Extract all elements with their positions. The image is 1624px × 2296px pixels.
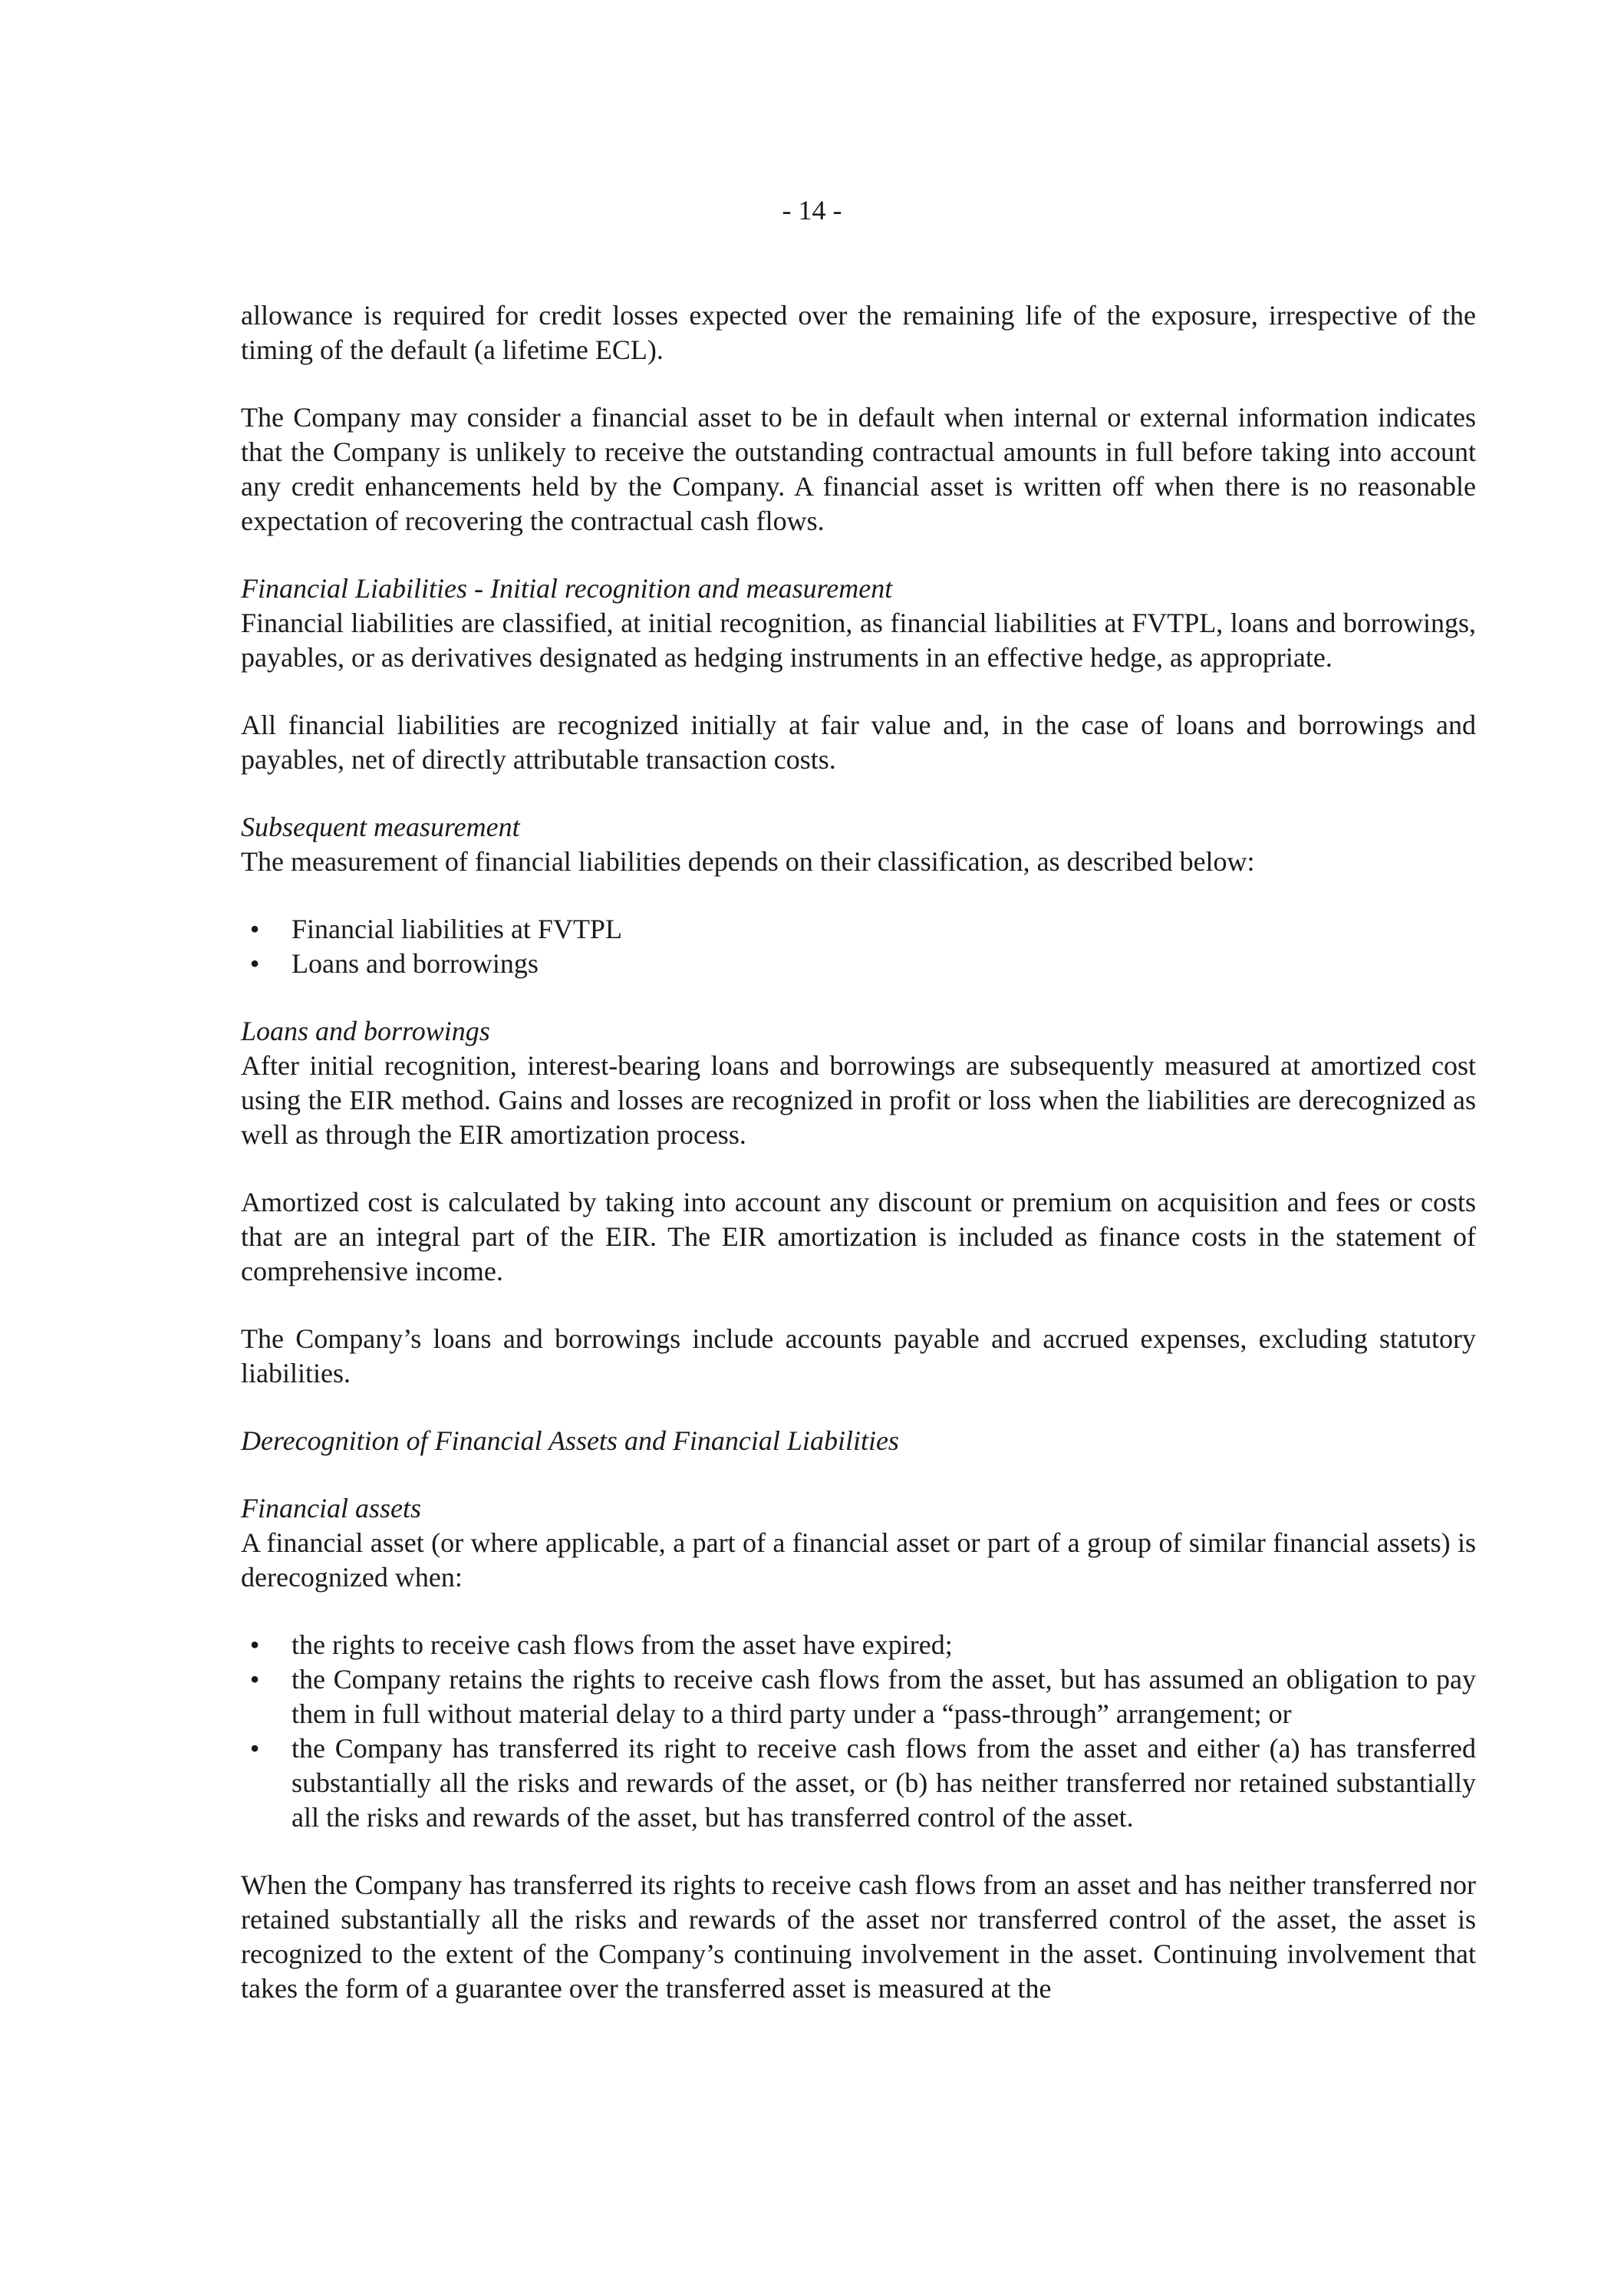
paragraph-company-loans: The Company’s loans and borrowings include accounts payable and accrued expenses, excluding statutory liabilities. [241, 1323, 1476, 1388]
bullet-icon: • [249, 948, 260, 979]
list-item [241, 947, 1476, 981]
list-item [241, 1731, 1476, 1835]
heading-loans-and-borrowings: Loans and borrowings [241, 1016, 490, 1046]
list-item [241, 1662, 1476, 1731]
heading-subsequent-measurement: Subsequent measurement [241, 812, 520, 842]
heading-financial-liabilities-initial: Financial Liabilities - Initial recognition and measurement [241, 573, 893, 604]
paragraph-liabilities-classification: Financial liabilities are classified, at initial recognition, as financial liabilities at FVTPL, loans and borrowings, payables, or as derivatives designated as hedging instruments in an effective hedge, as appropriate. [241, 608, 1476, 673]
heading-derecognition: Derecognition of Financial Assets and Financial Liabilities [241, 1425, 899, 1456]
list-derecognition-conditions [241, 1628, 1476, 1835]
paragraph-continuing-involvement: When the Company has transferred its rights to receive cash flows from an asset and has neither transferred nor retained substantially all the risks and rewards of the asset nor transferred control of the asset, the asset is recognized to the extent of the Company’s continuing involvement in the asset. Continuing involvement that takes the form of a guarantee over the transferred asset is measured at the [241, 1869, 1476, 2004]
list-liability-classes [241, 912, 1476, 981]
list-item-text: the Company has transferred its right to receive cash flows from the asset and either (a) has transferred substantially all the risks and rewards of the asset, or (b) has neither transferred nor retained substantially all the risks and rewards of the asset, but has transferred control of the asset. [292, 1733, 1476, 1833]
paragraph-measurement-depends: The measurement of financial liabilities depends on their classification, as described below: [241, 846, 1255, 877]
list-item [241, 912, 1476, 947]
paragraph-liabilities-initial-recognition: All financial liabilities are recognized initially at fair value and, in the case of loans and borrowings and payables, net of directly attributable transaction costs. [241, 710, 1476, 775]
list-item-text: Loans and borrowings [292, 948, 539, 979]
page-number: - 14 - [782, 195, 842, 226]
bullet-icon: • [249, 1629, 260, 1660]
list-item [241, 1628, 1476, 1662]
list-item-text: Financial liabilities at FVTPL [292, 914, 622, 944]
bullet-icon: • [249, 914, 260, 944]
heading-financial-assets: Financial assets [241, 1493, 421, 1524]
list-item-text: the Company retains the rights to receive cash flows from the asset, but has assumed an obligation to pay them in full without material delay to a third party under a “pass-through” arrangement; or [292, 1664, 1476, 1729]
bullet-icon: • [249, 1733, 260, 1764]
paragraph-asset-derecognized-when: A financial asset (or where applicable, a part of a financial asset or part of a group of similar financial assets) is derecognized when: [241, 1527, 1476, 1593]
paragraph-lifetime-ecl: allowance is required for credit losses expected over the remaining life of the exposure, irrespective of the timing of the default (a lifetime ECL). [241, 300, 1476, 365]
page-body [241, 298, 1476, 2006]
paragraph-default-definition: The Company may consider a financial asset to be in default when internal or external information indicates that the Company is unlikely to receive the outstanding contractual amounts in full before taking into account any credit enhancements held by the Company. A financial asset is written off when there is no reasonable expectation of recovering the contractual cash flows. [241, 402, 1476, 536]
list-item-text: the rights to receive cash flows from the asset have expired; [292, 1629, 953, 1660]
bullet-icon: • [249, 1664, 260, 1695]
paragraph-loans-measurement: After initial recognition, interest-bearing loans and borrowings are subsequently measured at amortized cost using the EIR method. Gains and losses are recognized in profit or loss when the liabilities are derecognized as well as through the EIR amortization process. [241, 1050, 1476, 1150]
paragraph-amortized-cost: Amortized cost is calculated by taking into account any discount or premium on acquisition and fees or costs that are an integral part of the EIR. The EIR amortization is included as finance costs in the statement of comprehensive income. [241, 1187, 1476, 1286]
